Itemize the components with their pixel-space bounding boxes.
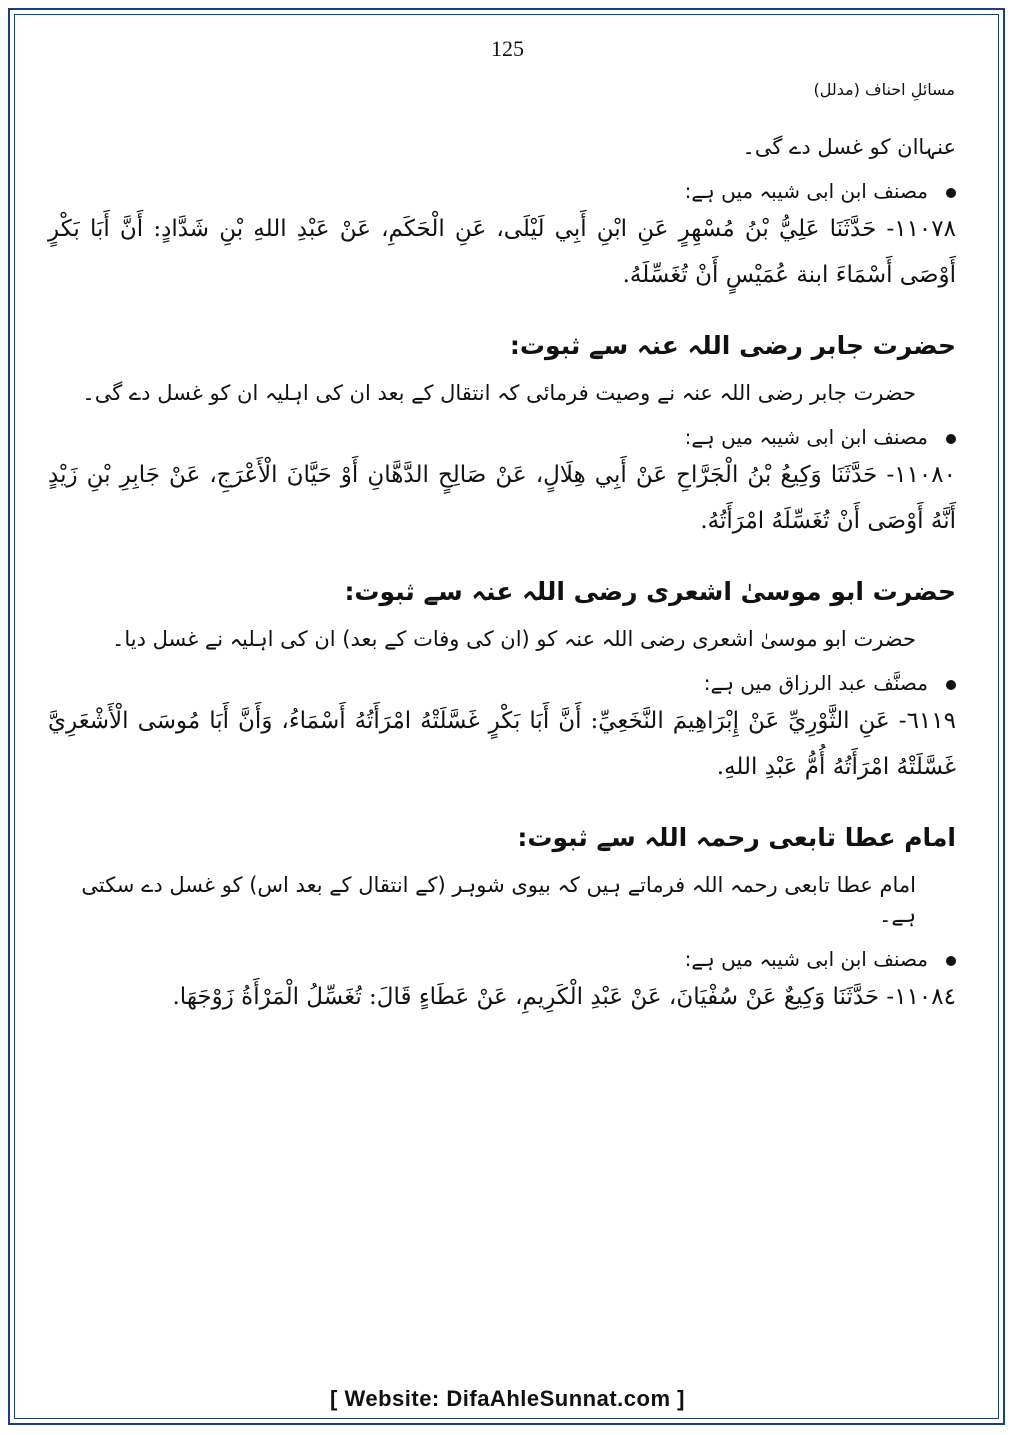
section-statement: حضرت جابر رضی اللہ عنہ نے وصیت فرمائی کہ انتقال کے بعد ان کی اہلیہ ان کو غسل دے گی۔ [82, 381, 916, 405]
bullet-icon [946, 680, 956, 690]
source-bullet [48, 944, 956, 974]
arabic-narration: ١١٠٨٠- حَدَّثَنَا وَكِيعُ بْنُ الْجَرَّاحِ عَنْ أَبِي هِلَالٍ، عَنْ صَالِحٍ الدَّهَّانِ أَوْ حَيَّانَ الْأَعْرَجِ، عَنْ جَابِرِ بْنِ زَيْدٍ أَنَّهُ أَوْصَى أَنْ تُغَسِّلَهُ امْرَأَتُهُ. [48, 462, 956, 534]
continuation-text: عنہاان کو غسل دے گی۔ [742, 135, 956, 159]
source-label: مصنف ابن ابی شیبہ میں ہے: [684, 179, 928, 203]
bullet-icon [946, 434, 956, 444]
source-bullet [48, 176, 956, 206]
section-heading: حضرت ابو موسیٰ اشعری رضی اللہ عنہ سے ثبوت: [344, 577, 956, 606]
section-heading: امام عطا تابعی رحمہ اللہ سے ثبوت: [517, 823, 956, 852]
arabic-narration: ١١٠٨٤- حَدَّثَنَا وَكِيعٌ عَنْ سُفْيَانَ، عَنْ عَبْدِ الْكَرِيمِ، عَنْ عَطَاءٍ قَالَ: تُغَسِّلُ الْمَرْأَةُ زَوْجَهَا. [172, 984, 956, 1010]
arabic-narration: ١١٠٧٨- حَدَّثَنَا عَلِيُّ بْنُ مُسْهِرٍ عَنِ ابْنِ أَبِي لَيْلَى، عَنِ الْحَكَمِ، عَنْ عَبْدِ اللهِ بْنِ شَدَّادٍ: أَنَّ أَبَا بَكْرٍ أَوْصَى أَسْمَاءَ ابنة عُمَيْسٍ أَنْ تُغَسِّلَهُ. [48, 216, 956, 288]
arabic-narration: ٦١١٩- عَنِ الثَّوْرِيِّ عَنْ إِبْرَاهِيمَ النَّخَعِيِّ: أَنَّ أَبَا بَكْرٍ غَسَّلَتْهُ امْرَأَتُهُ أَسْمَاءُ، وَأَنَّ أَبَا مُوسَى الْأَشْعَرِيَّ غَسَّلَتْهُ امْرَأَتُهُ أُمُّ عَبْدِ اللهِ. [48, 708, 956, 780]
page-content [48, 132, 956, 1020]
section-abu-musa [48, 574, 956, 790]
bullet-icon [946, 188, 956, 198]
section-jabir [48, 328, 956, 544]
source-label: مصنف ابن ابی شیبہ میں ہے: [684, 947, 928, 971]
source-label: مصنَّف عبد الرزاق میں ہے: [703, 671, 928, 695]
running-head: مسائلِ احناف (مدلل) [813, 80, 955, 99]
section-imam-ata [48, 820, 956, 1020]
source-bullet [48, 668, 956, 698]
section-statement: امام عطا تابعی رحمہ اللہ فرماتے ہیں کہ بیوی شوہر (کے انتقال کے بعد اس) کو غسل دے سکتی ہے۔ [81, 873, 916, 927]
section-statement: حضرت ابو موسیٰ اشعری رضی اللہ عنہ کو (ان کی وفات کے بعد) ان کی اہلیہ نے غسل دیا۔ [112, 627, 916, 651]
source-label: مصنف ابن ابی شیبہ میں ہے: [684, 425, 928, 449]
section-ibn-abi-shaybah-1 [48, 176, 956, 298]
page-number: 125 [491, 36, 524, 61]
bullet-icon [946, 956, 956, 966]
source-bullet [48, 422, 956, 452]
website-footer: [ Website: DifaAhleSunnat.com ] [330, 1386, 685, 1411]
section-heading: حضرت جابر رضی اللہ عنہ سے ثبوت: [509, 331, 956, 360]
